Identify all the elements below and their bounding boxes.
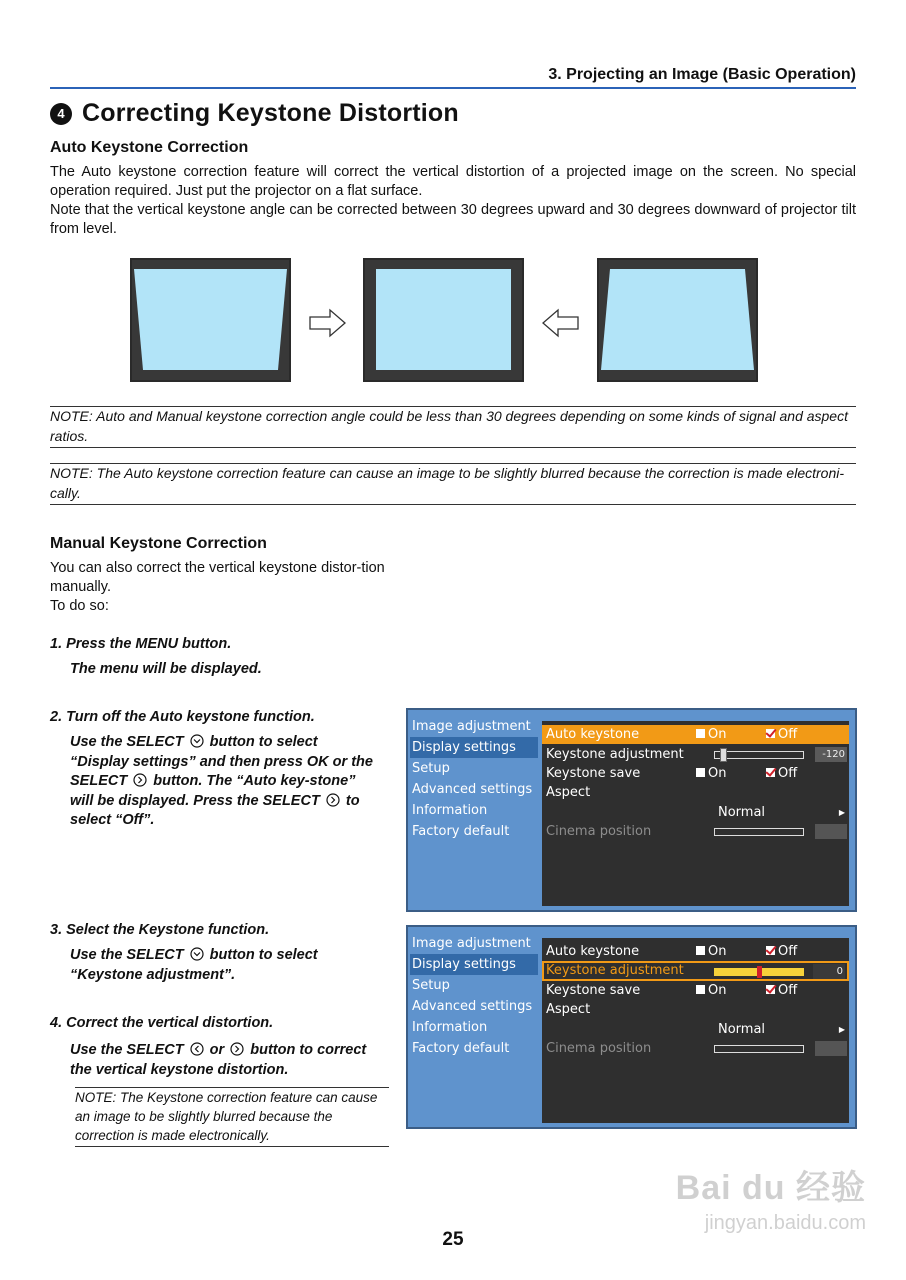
select-right-icon	[133, 773, 147, 787]
aspect-value: Normal	[718, 805, 766, 820]
osd-tab-information[interactable]: Information	[412, 803, 488, 818]
step-3-body	[70, 946, 380, 985]
slider-value: -120	[815, 747, 847, 762]
checkbox-off-checked[interactable]	[766, 729, 775, 738]
osd-row-cinema-position	[542, 822, 849, 841]
osd-label: Keystone save	[546, 766, 641, 781]
step-3-text-b: button to select “Keystone adjustment”.	[70, 947, 318, 983]
step-3-heading: 3. Select the Keystone function.	[50, 922, 270, 938]
option-on: On	[708, 983, 727, 998]
step-2-text-d: to select “Off”.	[70, 792, 360, 828]
select-down-icon	[190, 947, 204, 961]
osd-row-keystone-save[interactable]	[542, 764, 849, 783]
osd-row-keystone-save[interactable]	[542, 981, 849, 1000]
option-off: Off	[778, 727, 798, 742]
step-2-body	[70, 733, 380, 831]
checkbox-on[interactable]	[696, 768, 705, 777]
select-right-icon	[230, 1042, 244, 1056]
watermark-url: jingyan.baidu.com	[704, 1212, 866, 1234]
arrow-right-small-icon: ▶	[838, 808, 845, 817]
osd-tab-display-settings[interactable]: Display settings	[410, 954, 538, 975]
trapezoid-image-icon	[132, 260, 289, 380]
osd-label: Keystone adjustment	[546, 747, 684, 762]
auto-keystone-paragraph-2: Note that the vertical keystone angle can be corrected between 30 degrees upward and 30 degrees downward of projector tilt from level.	[50, 202, 856, 237]
checkbox-off-checked[interactable]	[766, 768, 775, 777]
section-number-badge: 4	[50, 103, 72, 125]
osd-label: Keystone save	[546, 983, 641, 998]
keystone-illustration	[130, 258, 760, 383]
osd-row-auto-keystone[interactable]	[542, 942, 849, 961]
osd-row-aspect[interactable]	[542, 783, 849, 802]
osd-tab-factory-default[interactable]: Factory default	[412, 824, 510, 839]
select-left-icon	[190, 1042, 204, 1056]
manual-intro: You can also correct the vertical keystone distor-tion manually.	[50, 560, 385, 595]
keystone-slider[interactable]	[714, 751, 804, 759]
slider-thumb[interactable]	[720, 748, 727, 762]
slider-value: 0	[813, 964, 845, 979]
osd-row-aspect[interactable]	[542, 1000, 849, 1019]
step-4-text-b: button to correct the vertical keystone distortion.	[70, 1042, 367, 1078]
checkbox-off-checked[interactable]	[766, 946, 775, 955]
osd-panel	[542, 938, 849, 1123]
note-keystone-blur: NOTE: The Keystone correction feature can cause an image to be slightly blurred because the correction is made electronically.	[75, 1087, 389, 1147]
osd-row-aspect-value[interactable]	[542, 1020, 849, 1039]
select-down-icon	[190, 734, 204, 748]
watermark-logo: Bai du 经验	[675, 1169, 866, 1207]
auto-keystone-paragraph-1: The Auto keystone correction feature will correct the vertical distortion of a projected image on the screen. No special operation required. Just put the projector on a flat surface.	[50, 164, 856, 199]
arrow-right-icon	[308, 308, 348, 338]
osd-label: Cinema position	[546, 824, 652, 839]
osd-tab-image-adjustment[interactable]: Image adjustment	[412, 936, 531, 951]
osd-tab-display-settings[interactable]: Display settings	[410, 737, 538, 758]
option-off: Off	[778, 766, 798, 781]
step-2-text-a: Use the SELECT	[70, 734, 184, 750]
osd-sidebar	[410, 933, 538, 1059]
inverted-trapezoid-image-icon	[599, 260, 756, 380]
osd-tab-factory-default[interactable]: Factory default	[412, 1041, 510, 1056]
step-2-heading: 2. Turn off the Auto keystone function.	[50, 709, 315, 725]
osd-row-auto-keystone[interactable]	[542, 725, 849, 744]
option-off: Off	[778, 983, 798, 998]
osd-label: Auto keystone	[546, 944, 640, 959]
osd-label: Keystone adjustment	[546, 963, 684, 978]
chapter-header: 3. Projecting an Image (Basic Operation)	[50, 66, 856, 89]
step-4-body	[70, 1041, 390, 1080]
osd-label: Cinema position	[546, 1041, 652, 1056]
checkbox-on[interactable]	[696, 985, 705, 994]
manual-keystone-heading: Manual Keystone Correction	[50, 535, 267, 552]
corrected-screen-center	[363, 258, 524, 382]
checkbox-off-checked[interactable]	[766, 985, 775, 994]
osd-tab-setup[interactable]: Setup	[412, 978, 450, 993]
select-right-icon	[326, 793, 340, 807]
page-number: 25	[442, 1229, 464, 1250]
osd-sidebar	[410, 716, 538, 842]
osd-tab-advanced-settings[interactable]: Advanced settings	[412, 999, 533, 1014]
step-4-text-a: Use the SELECT	[70, 1042, 184, 1058]
osd-row-cinema-position	[542, 1039, 849, 1058]
cinema-slider	[714, 828, 804, 836]
step-2-text-b: button to select “Display settings” and then press OK or the SELECT	[70, 734, 373, 789]
checkbox-on[interactable]	[696, 729, 705, 738]
arrow-right-small-icon: ▶	[838, 1025, 845, 1034]
arrow-left-icon	[540, 308, 580, 338]
osd-menu-keystone-adjustment	[406, 925, 857, 1129]
step-3-text-a: Use the SELECT	[70, 947, 184, 963]
cinema-value-box	[815, 824, 847, 839]
note-angle: NOTE: Auto and Manual keystone correction angle could be less than 30 degrees depending on some kinds of signal and aspect ratios.	[50, 406, 856, 448]
osd-tab-setup[interactable]: Setup	[412, 761, 450, 776]
option-on: On	[708, 944, 727, 959]
aspect-value: Normal	[718, 1022, 766, 1037]
option-on: On	[708, 727, 727, 742]
osd-label: Aspect	[546, 1002, 591, 1017]
manual-intro-todo: To do so:	[50, 598, 109, 614]
distorted-screen-right	[597, 258, 758, 382]
slider-thumb[interactable]	[757, 966, 762, 978]
osd-row-keystone-adjustment-selected[interactable]	[542, 961, 849, 981]
step-1-heading: 1. Press the MENU button.	[50, 636, 232, 652]
osd-tab-information[interactable]: Information	[412, 1020, 488, 1035]
step-2-text-c: button. The “Auto key-stone” will be displayed. Press the SELECT	[70, 773, 356, 809]
option-on: On	[708, 766, 727, 781]
cinema-slider	[714, 1045, 804, 1053]
osd-tab-image-adjustment[interactable]: Image adjustment	[412, 719, 531, 734]
step-4-text-or: or	[209, 1042, 225, 1058]
osd-panel	[542, 721, 849, 906]
osd-menu-auto-keystone	[406, 708, 857, 912]
auto-keystone-heading: Auto Keystone Correction	[50, 139, 249, 156]
section-title: Correcting Keystone Distortion	[82, 99, 459, 127]
osd-row-keystone-adjustment[interactable]	[542, 745, 849, 764]
cinema-value-box	[815, 1041, 847, 1056]
section-title-block	[50, 99, 459, 128]
option-off: Off	[778, 944, 798, 959]
distorted-screen-left	[130, 258, 291, 382]
osd-label: Aspect	[546, 785, 591, 800]
step-1-body: The menu will be displayed.	[70, 661, 262, 677]
keystone-slider[interactable]	[714, 968, 804, 976]
checkbox-on[interactable]	[696, 946, 705, 955]
note-auto-blur: NOTE: The Auto keystone correction feature can cause an image to be slightly blurred because the correction is made electroni-cally.	[50, 463, 856, 505]
osd-label: Auto keystone	[546, 727, 640, 742]
step-4-heading: 4. Correct the vertical distortion.	[50, 1015, 274, 1031]
osd-tab-advanced-settings[interactable]: Advanced settings	[412, 782, 533, 797]
osd-row-aspect-value[interactable]	[542, 803, 849, 822]
